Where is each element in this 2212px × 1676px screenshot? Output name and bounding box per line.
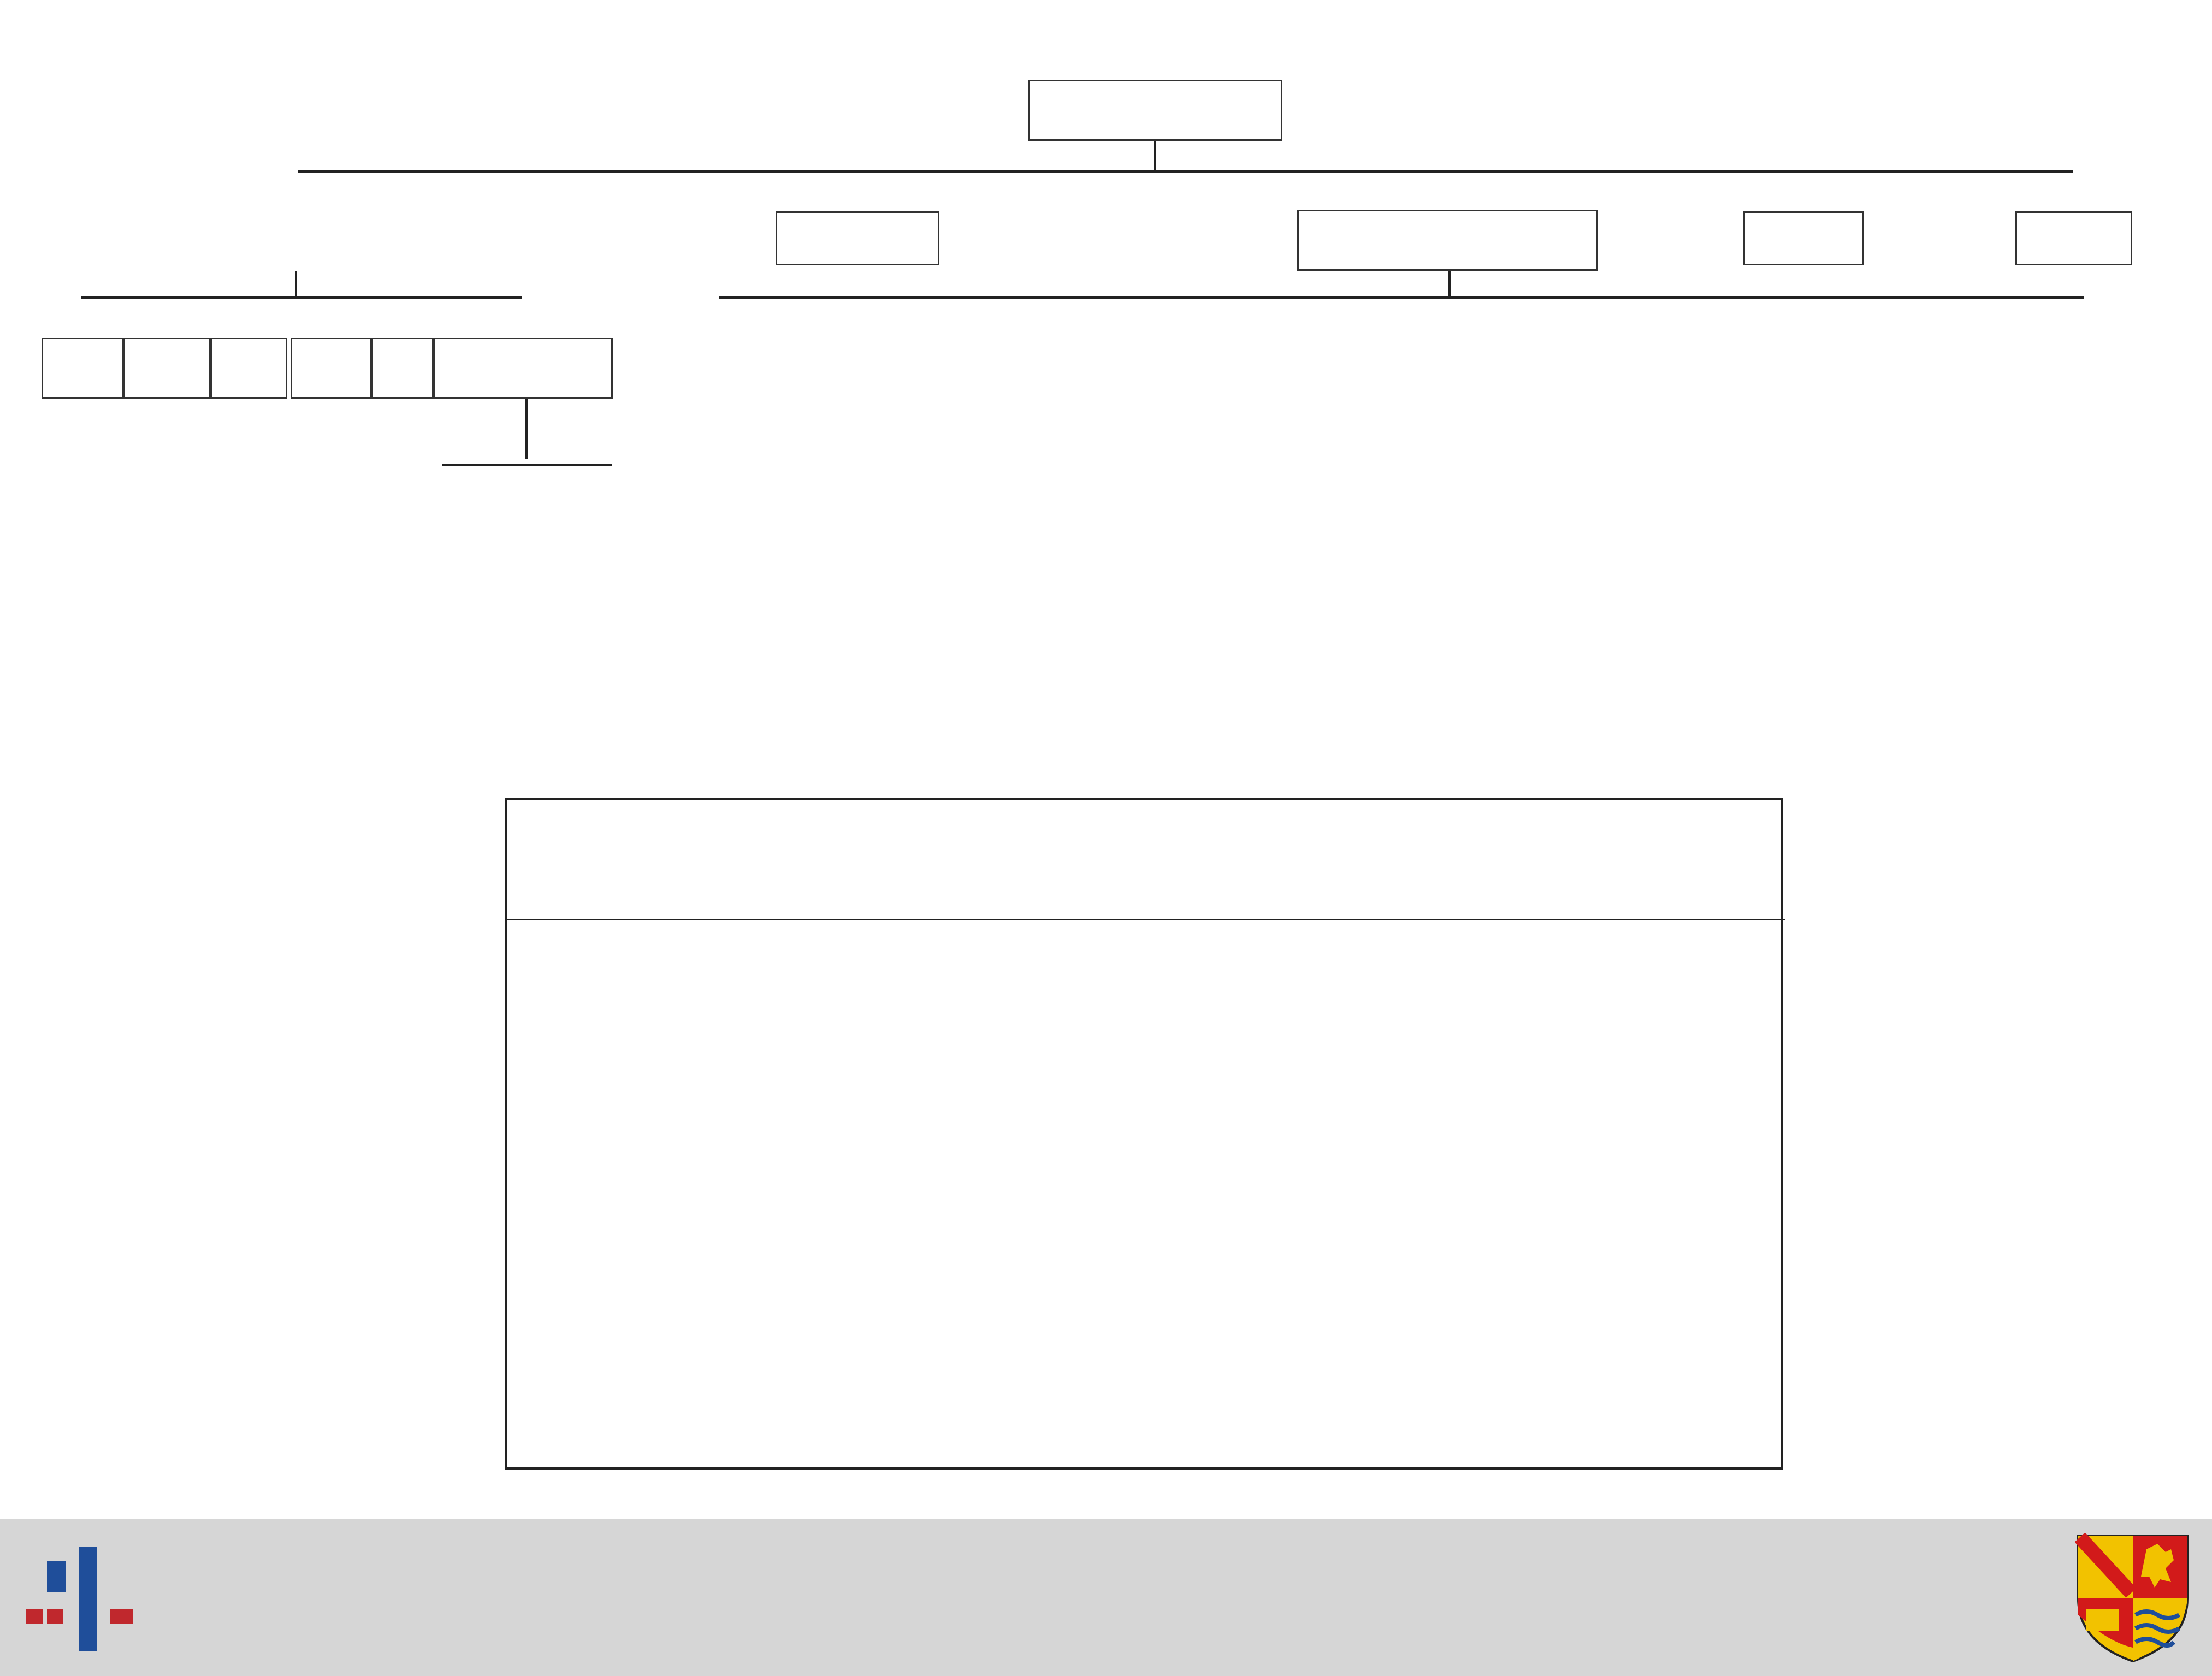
person-box-scholastika: [123, 338, 211, 399]
connector-line: [719, 296, 2084, 299]
connector-line: [1448, 271, 1451, 297]
coat-of-arms-icon: [2075, 1533, 2190, 1664]
person-box-josef-kajetan: [434, 338, 613, 399]
person-box-franziska: [211, 338, 287, 399]
person-box-josefa: [1743, 211, 1864, 265]
footer-bar: [0, 1519, 2212, 1676]
person-box-kreszentia: [291, 338, 371, 399]
person-box-monika: [2015, 211, 2132, 265]
person-box-benedikt: [42, 338, 123, 399]
grandchildren-list-kajetan: [443, 471, 618, 526]
connector-line: [81, 296, 522, 299]
root-ancestor-box: [1028, 80, 1282, 141]
person-box-gaudentius: [176, 210, 414, 271]
connector-line: [442, 464, 612, 466]
connector-line: [298, 170, 2073, 173]
person-box-theresia: [776, 211, 939, 265]
ub-logo-icon: [26, 1547, 141, 1651]
connector-line: [1154, 141, 1156, 172]
person-box-josef-gaud: [371, 338, 434, 399]
connector-line: [295, 271, 297, 297]
divider: [507, 919, 1785, 920]
ahnen-tafel-frame: [505, 798, 1783, 1470]
person-box-josef: [1297, 210, 1598, 271]
connector-line: [525, 399, 528, 459]
